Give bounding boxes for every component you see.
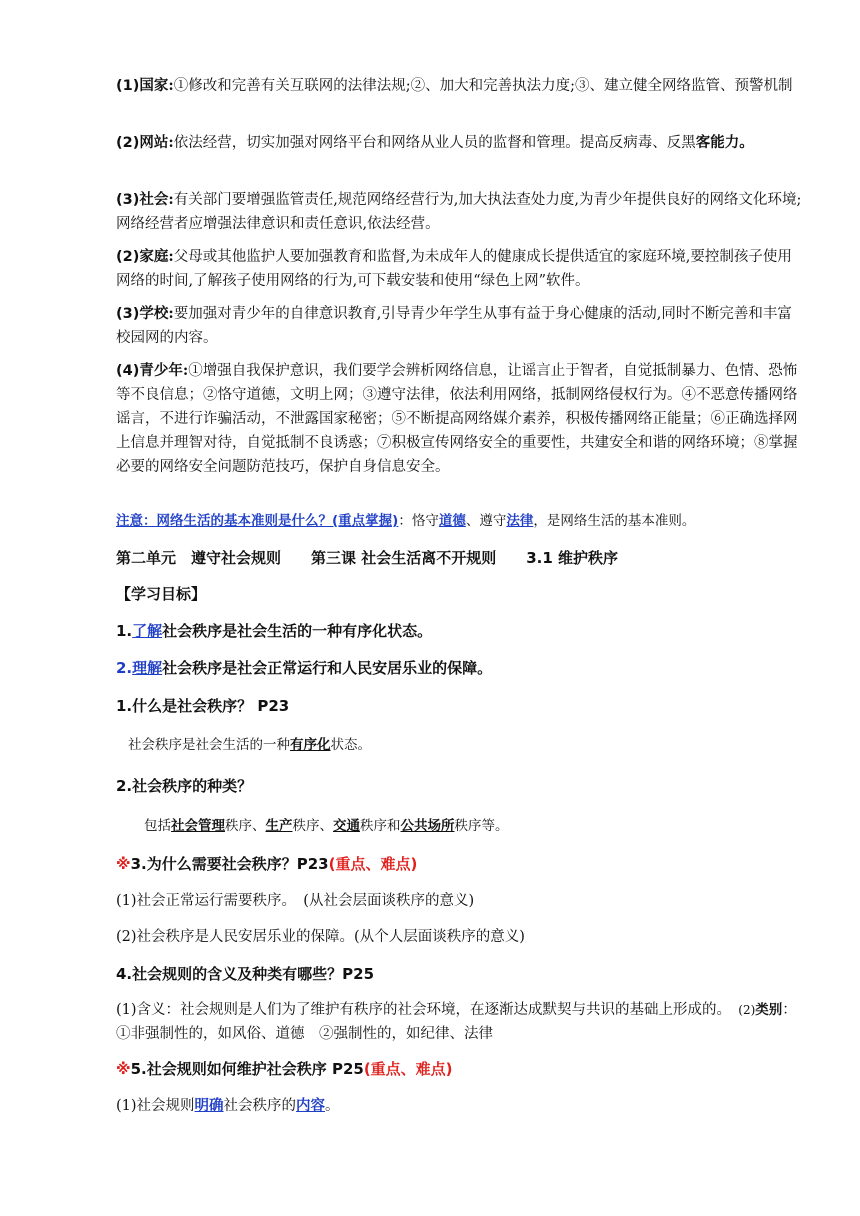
question-5-answer <box>116 1094 806 1118</box>
answer-keyword: 有序化 <box>290 737 331 753</box>
section-label: 学校 <box>139 305 169 322</box>
answer-text: 社会秩序是社会生活的一种 <box>128 737 290 753</box>
section-qingshaonian: (4)青少年:①增强自我保护意识，我们要学会辨析网络信息，让谣言止于智者，自觉抵制暴力、色情、恐怖等不良信息；②恪守道德，文明上网；③遵守法律，依法利用网络，抵制网络侵权行为。④不恶意传播网络谣言，不进行诈骗活动，不泄露国家秘密；⑤不断提高网络媒介素养，积极传播网络正能量；⑥正确选择网上信息并理智对待，自觉抵制不良诱惑；⑦积极宣传网络安全的重要性，共建安全和谐的网络环境；⑧掌握必要的网络安全问题防范技巧，保护自身信息安全。 <box>116 362 798 475</box>
objectives-title: 【学习目标】 <box>116 585 207 603</box>
section-text: 有关部门要增强监管责任,规范网络经营行为,加大执法查处力度,为青少年提供良好的网络文化环境;网络经营者应增强法律意识和责任意识,依法经营。 <box>116 192 802 232</box>
question-3-answer-2: (2)社会秩序是人民安居乐业的保障。(从个人层面谈秩序的意义) <box>116 929 525 945</box>
answer-keyword: 公共场所 <box>400 818 455 834</box>
note-keyword-morality: 道德 <box>438 513 466 529</box>
section-text: 父母或其他监护人要加强教育和监督,为未成年人的健康成长提供适宜的家庭环境,要控制孩子使用网络的时间,了解孩子使用网络的行为,可下载安装和使用“绿色上网”软件。 <box>116 249 792 289</box>
section-label: 家庭 <box>139 248 169 265</box>
answer-definition: (1)含义：社会规则是人们为了维护有秩序的社会环境，在逐渐达成默契与共识的基础上形成的。 <box>116 1002 724 1018</box>
answer-text: 秩序、 <box>225 818 266 834</box>
question-2-title: 2.社会秩序的种类？ <box>116 777 253 795</box>
section-xuexiao: (3)学校:要加强对青少年的自律意识教育,引导青少年学生从事有益于身心健康的活动,同时不断完善和丰富校园网的内容。 <box>116 305 792 346</box>
section-guojia: (1)国家:①修改和完善有关互联网的法律法规;②、加大和完善执法力度;③、建立健全网络监管、预警机制 <box>116 77 793 94</box>
answer-categories: ：①非强制性的，如风俗、道德 ②强制性的，如纪律、法律 <box>116 1002 797 1042</box>
question-3-title <box>116 852 806 876</box>
section-shehui: (3)社会:有关部门要增强监管责任,规范网络经营行为,加大执法查处力度,为青少年提供良好的网络文化环境;网络经营者应增强法律意识和责任意识,依法经营。 <box>116 191 802 232</box>
answer-text: 包括 <box>144 818 171 834</box>
section-bold-tail: 客能力。 <box>695 134 754 151</box>
objective-number: 1. <box>116 622 133 640</box>
objective-text: 社会秩序是社会正常运行和人民安居乐业的保障。 <box>162 659 493 677</box>
objective-verb-link[interactable]: 了解 <box>132 622 163 640</box>
question-title-text: 5.社会规则如何维护社会秩序 P25 <box>130 1060 364 1078</box>
question-1-title: 1.什么是社会秩序？ P23 <box>116 697 290 715</box>
answer-keyword: 明确 <box>194 1098 224 1114</box>
answer-keyword: 社会管理 <box>171 818 225 834</box>
answer-keyword: 交通 <box>333 818 360 834</box>
section-label: 国家 <box>139 77 169 94</box>
answer-text: 社会秩序的 <box>223 1098 297 1114</box>
answer-text: 秩序、 <box>292 818 333 834</box>
objective-item-1 <box>116 619 806 643</box>
section-number: (3) <box>116 306 140 322</box>
question-4-answer <box>116 998 806 1046</box>
question-1-answer <box>128 733 818 757</box>
note-keyword-law: 法律 <box>506 513 534 529</box>
note-line <box>116 509 806 533</box>
question-3-answer-1: (1)社会正常运行需要秩序。 (从社会层面谈秩序的意义) <box>116 893 475 909</box>
note-prefix: 注意：网络生活的基本准则是什么？(重点掌握) <box>116 513 399 529</box>
key-point-tag: (重点、难点) <box>328 855 418 873</box>
unit-heading: 第二单元 遵守社会规则 第三课 社会生活离不开规则 3.1 维护秩序 <box>116 549 619 567</box>
section-label: 社会 <box>139 191 169 208</box>
section-text: 要加强对青少年的自律意识教育,引导青少年学生从事有益于身心健康的活动,同时不断完善和丰富校园网的内容。 <box>116 306 792 346</box>
note-colon: ：恪守 <box>398 513 439 529</box>
answer-label: 类别 <box>755 1002 783 1018</box>
answer-text: (1)社会规则 <box>116 1098 195 1114</box>
section-label: 青少年 <box>139 362 183 379</box>
section-wangzhan: (2)网站:依法经营，切实加强对网络平台和网络从业人员的监督和管理。提高反病毒、反黑客能力。 <box>116 134 754 151</box>
section-number: (1) <box>116 78 140 94</box>
question-title-text: 3.为什么需要社会秩序？P23 <box>130 855 329 873</box>
answer-number: (2) <box>738 1003 756 1017</box>
section-label: 网站 <box>139 134 169 151</box>
section-number: (2) <box>116 135 140 151</box>
section-text: 依法经营，切实加强对网络平台和网络从业人员的监督和管理。提高反病毒、反黑 <box>173 135 696 151</box>
answer-text: 秩序等。 <box>454 818 509 834</box>
objective-text: 社会秩序是社会生活的一种有序化状态。 <box>162 622 433 640</box>
section-text: ①修改和完善有关互联网的法律法规;②、加大和完善执法力度;③、建立健全网络监管、预警机制 <box>173 78 793 94</box>
answer-keyword: 内容 <box>296 1098 326 1114</box>
section-jiating: (2)家庭:父母或其他监护人要加强教育和监督,为未成年人的健康成长提供适宜的家庭环境,要控制孩子使用网络的时间,了解孩子使用网络的行为,可下载安装和使用“绿色上网”软件。 <box>116 248 792 289</box>
objective-verb-link[interactable]: 理解 <box>132 659 163 677</box>
section-number: (3) <box>116 192 140 208</box>
question-4-title: 4.社会规则的含义及种类有哪些？P25 <box>116 965 375 983</box>
key-point-mark: ※ <box>116 855 131 873</box>
question-2-answer <box>144 814 834 838</box>
section-number: (4) <box>116 363 140 379</box>
section-text: ①增强自我保护意识，我们要学会辨析网络信息，让谣言止于智者，自觉抵制暴力、色情、恐怖等不良信息；②恪守道德，文明上网；③遵守法律，依法利用网络，抵制网络侵权行为。④不恶意传播网络谣言，不进行诈骗活动，不泄露国家秘密；⑤不断提高网络媒介素养，积极传播网络正能量；⑥正确选择网上信息并理智对待，自觉抵制不良诱惑；⑦积极宣传网络安全的重要性，共建安全和谐的网络环境；⑧掌握必要的网络安全问题防范技巧，保护自身信息安全。 <box>116 363 798 475</box>
answer-text: 秩序和 <box>360 818 401 834</box>
answer-text: 状态。 <box>330 737 371 753</box>
key-point-tag: (重点、难点) <box>363 1060 453 1078</box>
key-point-mark: ※ <box>116 1060 131 1078</box>
objective-number: 2. <box>116 659 133 677</box>
note-tail: ，是网络生活的基本准则。 <box>533 513 696 529</box>
question-5-title <box>116 1057 806 1081</box>
answer-keyword: 生产 <box>265 818 293 834</box>
answer-text: 。 <box>325 1098 340 1114</box>
section-number: (2) <box>116 249 140 265</box>
objective-item-2 <box>116 656 806 680</box>
note-mid: 、遵守 <box>465 513 507 529</box>
